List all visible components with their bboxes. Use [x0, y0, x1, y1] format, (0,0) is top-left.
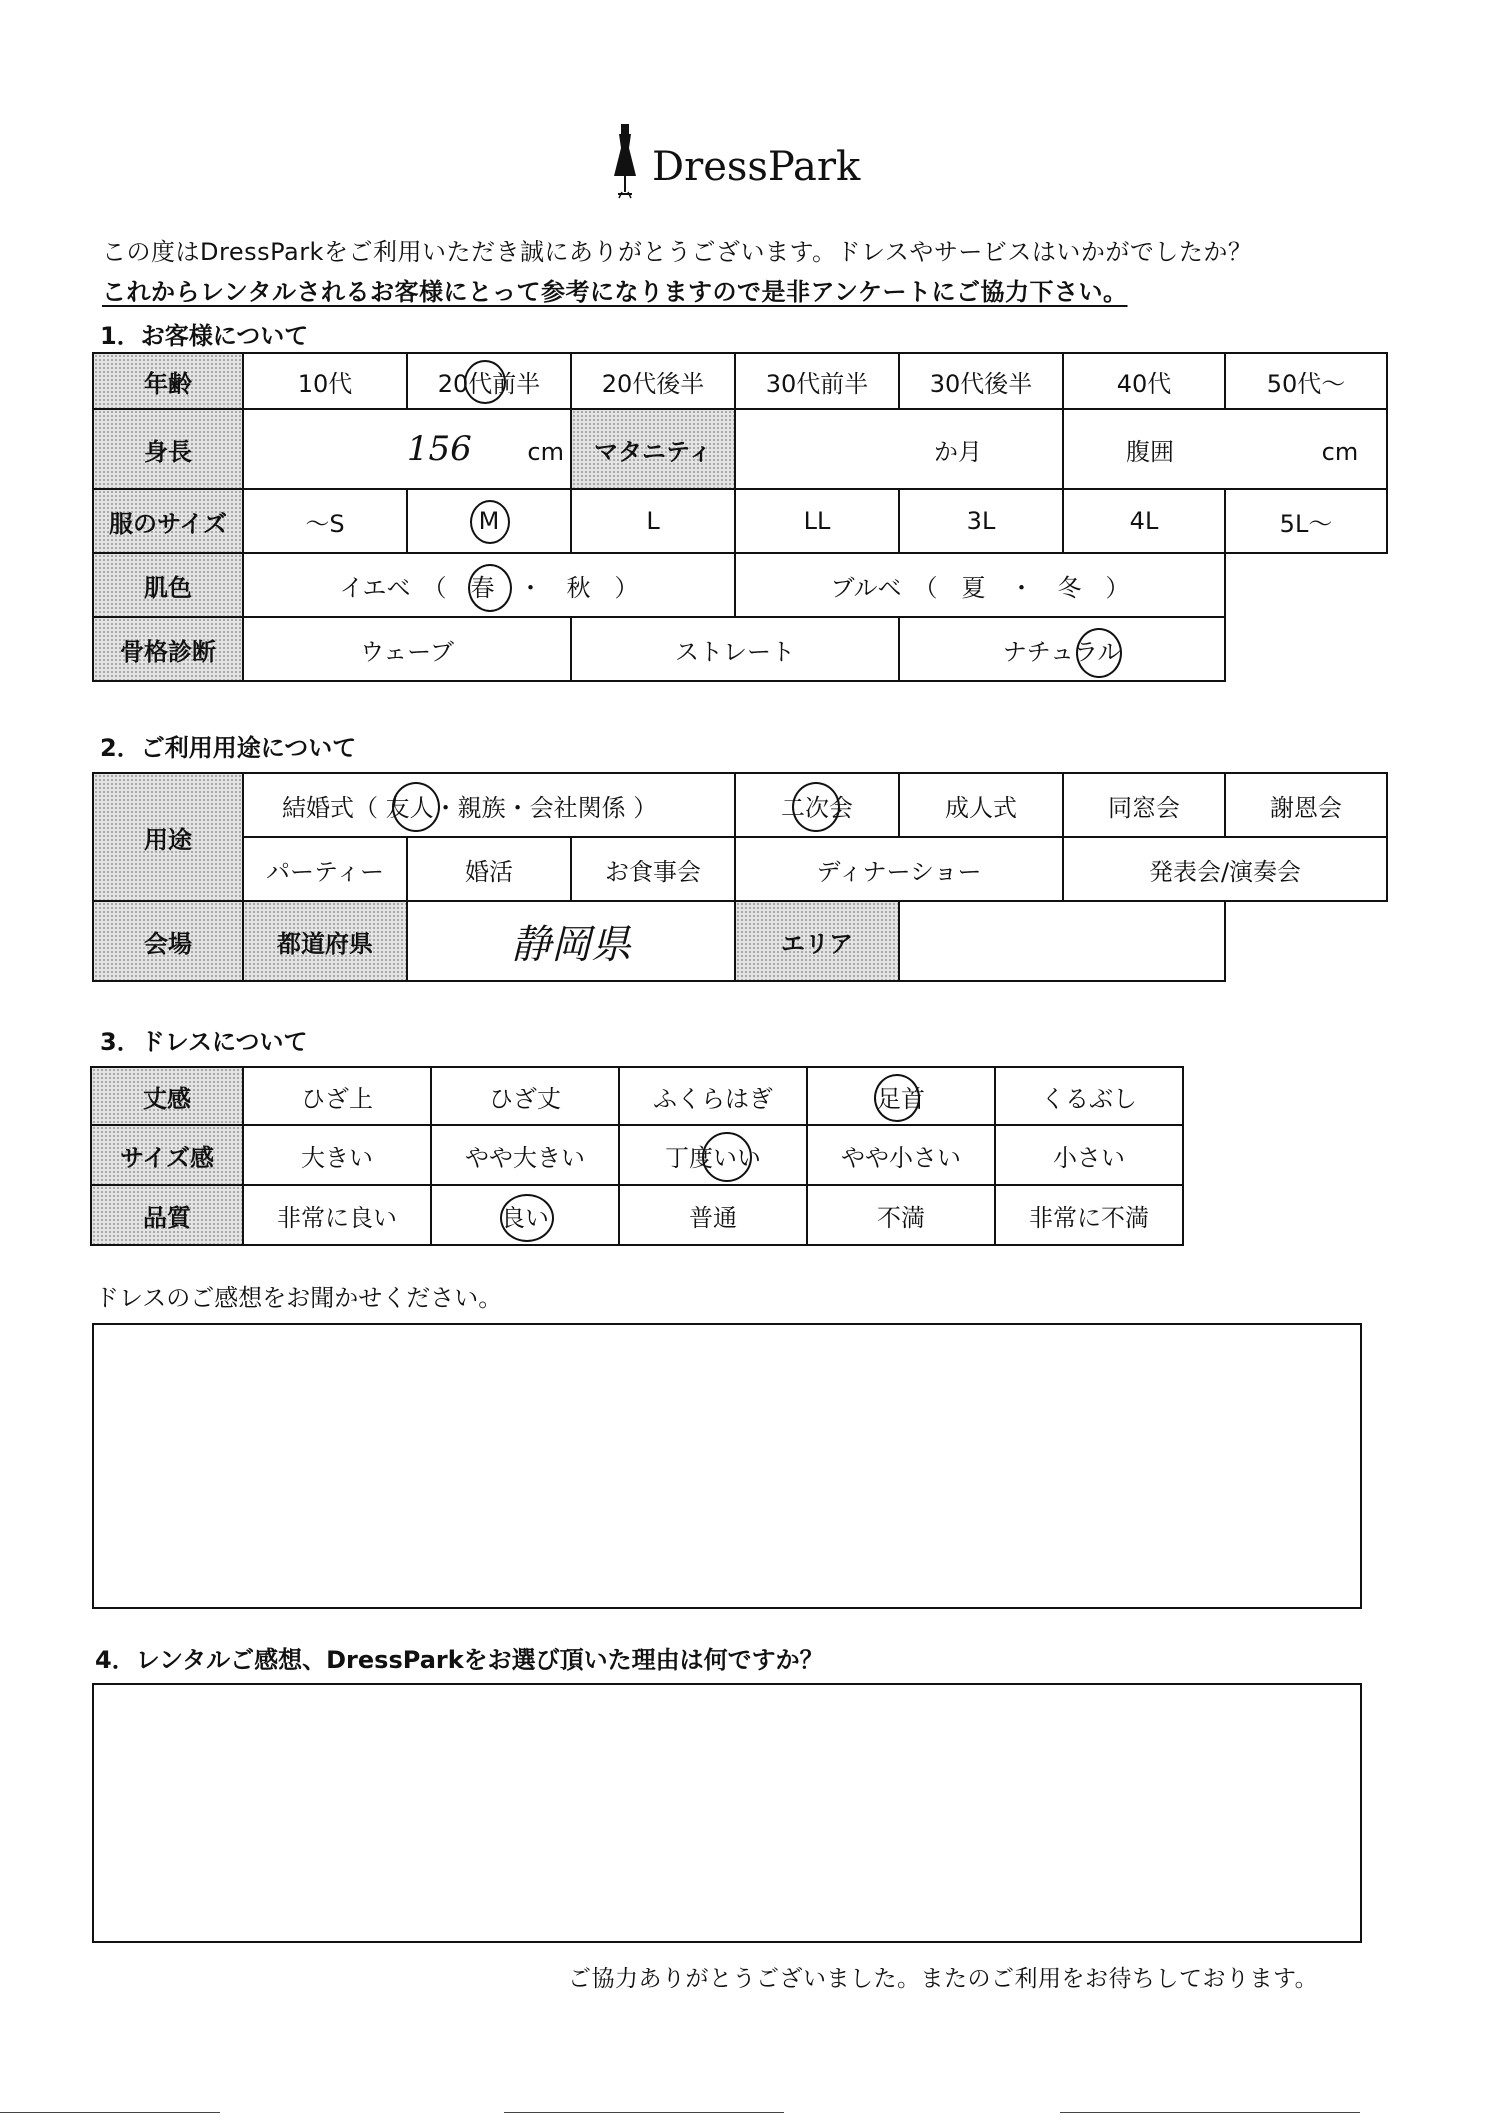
purpose-option-label: 二次会: [781, 793, 853, 822]
fit-option[interactable]: 小さい: [995, 1125, 1183, 1185]
quality-option[interactable]: 普通: [619, 1185, 807, 1245]
brand-name: DressPark: [652, 144, 861, 190]
quality-row: [91, 1185, 1183, 1245]
skeleton-label: 骨格診断: [93, 617, 243, 681]
quality-option[interactable]: 不満: [807, 1185, 995, 1245]
purpose-option[interactable]: 婚活: [407, 837, 571, 901]
fit-label: サイズ感: [91, 1125, 243, 1185]
section-4-title: 4．レンタルご感想、DressParkをお選び頂いた理由は何ですか？: [95, 1646, 824, 1674]
length-label: 丈感: [91, 1067, 243, 1125]
waist-label: 腹囲: [1126, 437, 1174, 466]
customer-info-table: [92, 352, 1388, 682]
empty-cell: [1225, 617, 1387, 681]
length-row: [91, 1067, 1183, 1125]
purpose-option[interactable]: 同窓会: [1063, 773, 1225, 837]
size-label: 服のサイズ: [93, 489, 243, 553]
area-field[interactable]: [899, 901, 1225, 981]
length-option[interactable]: ひざ丈: [431, 1067, 619, 1125]
size-option[interactable]: L: [571, 489, 735, 553]
quality-option[interactable]: 非常に良い: [243, 1185, 431, 1245]
dress-comment-box[interactable]: [92, 1323, 1362, 1609]
fit-option[interactable]: 大きい: [243, 1125, 431, 1185]
prefecture-label: 都道府県: [243, 901, 407, 981]
maternity-field[interactable]: [735, 409, 1063, 489]
size-option-label: M: [478, 507, 500, 535]
dress-rating-table: [90, 1066, 1184, 1246]
section-1-title: 1．お客様について: [100, 322, 309, 350]
length-option-label: 足首: [877, 1084, 925, 1113]
size-option[interactable]: ～S: [243, 489, 407, 553]
purpose-option[interactable]: パーティー: [243, 837, 407, 901]
scan-mark: [0, 2112, 220, 2113]
height-label: 身長: [93, 409, 243, 489]
reason-answer-box[interactable]: [92, 1683, 1362, 1943]
fit-option[interactable]: やや大きい: [431, 1125, 619, 1185]
age-option[interactable]: 30代後半: [899, 353, 1063, 409]
purpose-row-1: [93, 773, 1387, 837]
height-unit: cm: [527, 438, 564, 466]
length-option[interactable]: くるぶし: [995, 1067, 1183, 1125]
brand-logo: [600, 118, 900, 218]
age-option[interactable]: 20代後半: [571, 353, 735, 409]
length-option[interactable]: ひざ上: [243, 1067, 431, 1125]
age-option[interactable]: 10代: [243, 353, 407, 409]
skeleton-option[interactable]: ウェーブ: [243, 617, 571, 681]
empty-cell: [1225, 901, 1387, 981]
age-option[interactable]: 30代前半: [735, 353, 899, 409]
quality-option[interactable]: 非常に不満: [995, 1185, 1183, 1245]
skeleton-option[interactable]: ストレート: [571, 617, 899, 681]
purpose-label: 用途: [93, 773, 243, 901]
age-row: [93, 353, 1387, 409]
size-row: [93, 489, 1387, 553]
prefecture-field[interactable]: [407, 901, 735, 981]
quality-option-label: 良い: [501, 1203, 549, 1232]
fit-option-label: 丁度いい: [665, 1143, 761, 1172]
prefecture-value: 静岡県: [511, 921, 631, 968]
skin-label: 肌色: [93, 553, 243, 617]
purpose-option[interactable]: 成人式: [899, 773, 1063, 837]
quality-option-selected[interactable]: [431, 1185, 619, 1245]
skin-yellow-label: イエベ （ 春 ・ 秋 ）: [339, 573, 639, 602]
skeleton-option-label: ナチュラル: [1002, 637, 1122, 666]
maternity-unit: か月: [934, 437, 982, 466]
scan-mark: [504, 2112, 784, 2113]
empty-cell: [1225, 553, 1387, 617]
fit-row: [91, 1125, 1183, 1185]
area-label: エリア: [735, 901, 899, 981]
age-option-label: 20代前半: [437, 369, 541, 398]
usage-table: [92, 772, 1388, 982]
intro-line-1: この度はDressParkをご利用いただき誠にありがとうございます。ドレスやサービスはいかがでしたか？: [102, 238, 1253, 266]
purpose-option[interactable]: お食事会: [571, 837, 735, 901]
length-option[interactable]: ふくらはぎ: [619, 1067, 807, 1125]
size-option-selected[interactable]: [407, 489, 571, 553]
closing-message: ご協力ありがとうございました。またのご利用をお待ちしております。: [568, 1966, 1319, 1992]
height-value: 156: [406, 429, 472, 469]
section-2-title: 2．ご利用用途について: [100, 734, 357, 762]
skin-blue-option[interactable]: ブルベ （ 夏 ・ 冬 ）: [735, 553, 1225, 617]
dress-icon: [600, 118, 650, 218]
age-option-selected[interactable]: [407, 353, 571, 409]
height-row: [93, 409, 1387, 489]
purpose-option[interactable]: 発表会/演奏会: [1063, 837, 1387, 901]
age-label: 年齢: [93, 353, 243, 409]
size-option[interactable]: 4L: [1063, 489, 1225, 553]
size-option[interactable]: 5L～: [1225, 489, 1387, 553]
fit-option[interactable]: やや小さい: [807, 1125, 995, 1185]
skeleton-row: [93, 617, 1387, 681]
size-option[interactable]: 3L: [899, 489, 1063, 553]
skin-row: [93, 553, 1387, 617]
purpose-wedding-label: 結婚式（ 友人・親族・会社関係 ）: [282, 793, 658, 822]
quality-label: 品質: [91, 1185, 243, 1245]
scan-mark: [1060, 2112, 1360, 2113]
maternity-label: マタニティ: [571, 409, 735, 489]
purpose-option[interactable]: 謝恩会: [1225, 773, 1387, 837]
purpose-row-2: [93, 837, 1387, 901]
skeleton-option-selected[interactable]: [899, 617, 1225, 681]
length-option-selected[interactable]: [807, 1067, 995, 1125]
height-field[interactable]: [243, 409, 571, 489]
venue-label: 会場: [93, 901, 243, 981]
fit-option-selected[interactable]: [619, 1125, 807, 1185]
purpose-option-selected[interactable]: [735, 773, 899, 837]
waist-field[interactable]: [1063, 409, 1387, 489]
purpose-wedding-option[interactable]: [243, 773, 735, 837]
dress-comment-prompt: ドレスのご感想をお聞かせください。: [95, 1284, 503, 1312]
waist-unit: cm: [1321, 437, 1359, 466]
section-3-title: 3．ドレスについて: [100, 1028, 308, 1056]
size-option[interactable]: LL: [735, 489, 899, 553]
skin-yellow-option[interactable]: [243, 553, 735, 617]
intro-line-2: これからレンタルされるお客様にとって参考になりますので是非アンケートにご協力下さい。: [102, 278, 1128, 306]
age-option[interactable]: 50代～: [1225, 353, 1387, 409]
age-option[interactable]: 40代: [1063, 353, 1225, 409]
venue-row: [93, 901, 1387, 981]
purpose-option[interactable]: ディナーショー: [735, 837, 1063, 901]
